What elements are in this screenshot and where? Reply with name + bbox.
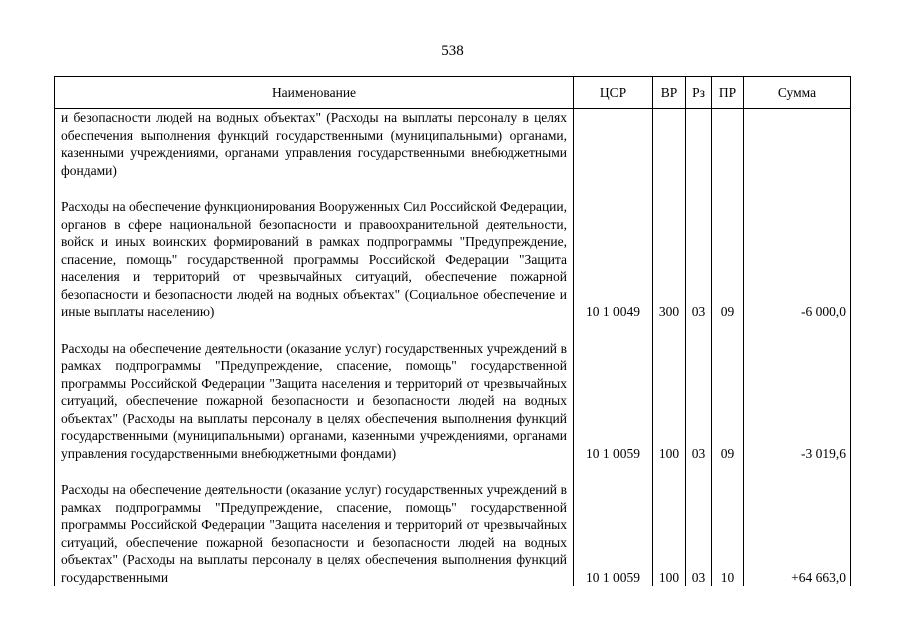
- row-sum: +64 663,0: [744, 481, 851, 586]
- budget-table: [54, 76, 851, 586]
- row-vr: 300: [653, 198, 686, 321]
- row-name: Расходы на обеспечение деятельности (оказание услуг) государственных учреждений в рамках подпрограммы "Предупреждение, спасение, помощь" государственной программы Российской Федерации "Защита населения и территорий от чрезвычайных ситуаций, обеспечение пожарной безопасности и безопасности людей на водных объектах" (Расходы на выплаты персоналу в целях обеспечения выполнения функций государственными (муниципальными) органами, казенными учреждениями, органами управления государственными внебюджетными фондами): [55, 340, 574, 463]
- header-sum: Сумма: [744, 77, 851, 109]
- row-spacer: [55, 321, 851, 340]
- row-csr: 10 1 0059: [574, 340, 653, 463]
- row-sum: [744, 109, 851, 180]
- row-rz: 03: [686, 481, 712, 586]
- row-vr: 100: [653, 340, 686, 463]
- header-rz: Рз: [686, 77, 712, 109]
- header-pr: ПР: [712, 77, 744, 109]
- table-row: [55, 198, 851, 321]
- row-csr: [574, 109, 653, 180]
- header-csr: ЦСР: [574, 77, 653, 109]
- table-row: [55, 340, 851, 463]
- row-pr: 09: [712, 198, 744, 321]
- row-sum: -6 000,0: [744, 198, 851, 321]
- row-spacer: [55, 462, 851, 481]
- row-csr: 10 1 0049: [574, 198, 653, 321]
- row-vr: 100: [653, 481, 686, 586]
- row-pr: 09: [712, 340, 744, 463]
- row-spacer: [55, 179, 851, 198]
- table-row: [55, 481, 851, 586]
- row-rz: 03: [686, 340, 712, 463]
- row-rz: [686, 109, 712, 180]
- table-header-row: [55, 77, 851, 109]
- row-pr: [712, 109, 744, 180]
- row-rz: 03: [686, 198, 712, 321]
- row-name: Расходы на обеспечение функционирования Вооруженных Сил Российской Федерации, органов в сфере национальной безопасности и правоохранительной деятельности, войск и иных воинских формирований в рамках подпрограммы "Предупреждение, спасение, помощь" государственной программы Российской Федерации "Защита населения и территорий от чрезвычайных ситуаций, обеспечение пожарной безопасности и безопасности людей на водных объектах" (Социальное обеспечение и иные выплаты населению): [55, 198, 574, 321]
- row-name: и безопасности людей на водных объектах" (Расходы на выплаты персоналу в целях обеспечения выполнения функций государственными (муниципальными) органами, казенными учреждениями, органами управления государственными внебюджетными фондами): [55, 109, 574, 180]
- row-name: Расходы на обеспечение деятельности (оказание услуг) государственных учреждений в рамках подпрограммы "Предупреждение, спасение, помощь" государственной программы Российской Федерации "Защита населения и территорий от чрезвычайных ситуаций, обеспечение пожарной безопасности и безопасности людей на водных объектах" (Расходы на выплаты персоналу в целях обеспечения выполнения функций государственными: [55, 481, 574, 586]
- header-name: Наименование: [55, 77, 574, 109]
- table-row: [55, 109, 851, 180]
- row-vr: [653, 109, 686, 180]
- row-pr: 10: [712, 481, 744, 586]
- row-csr: 10 1 0059: [574, 481, 653, 586]
- row-sum: -3 019,6: [744, 340, 851, 463]
- page-number: 538: [441, 43, 464, 59]
- header-vr: ВР: [653, 77, 686, 109]
